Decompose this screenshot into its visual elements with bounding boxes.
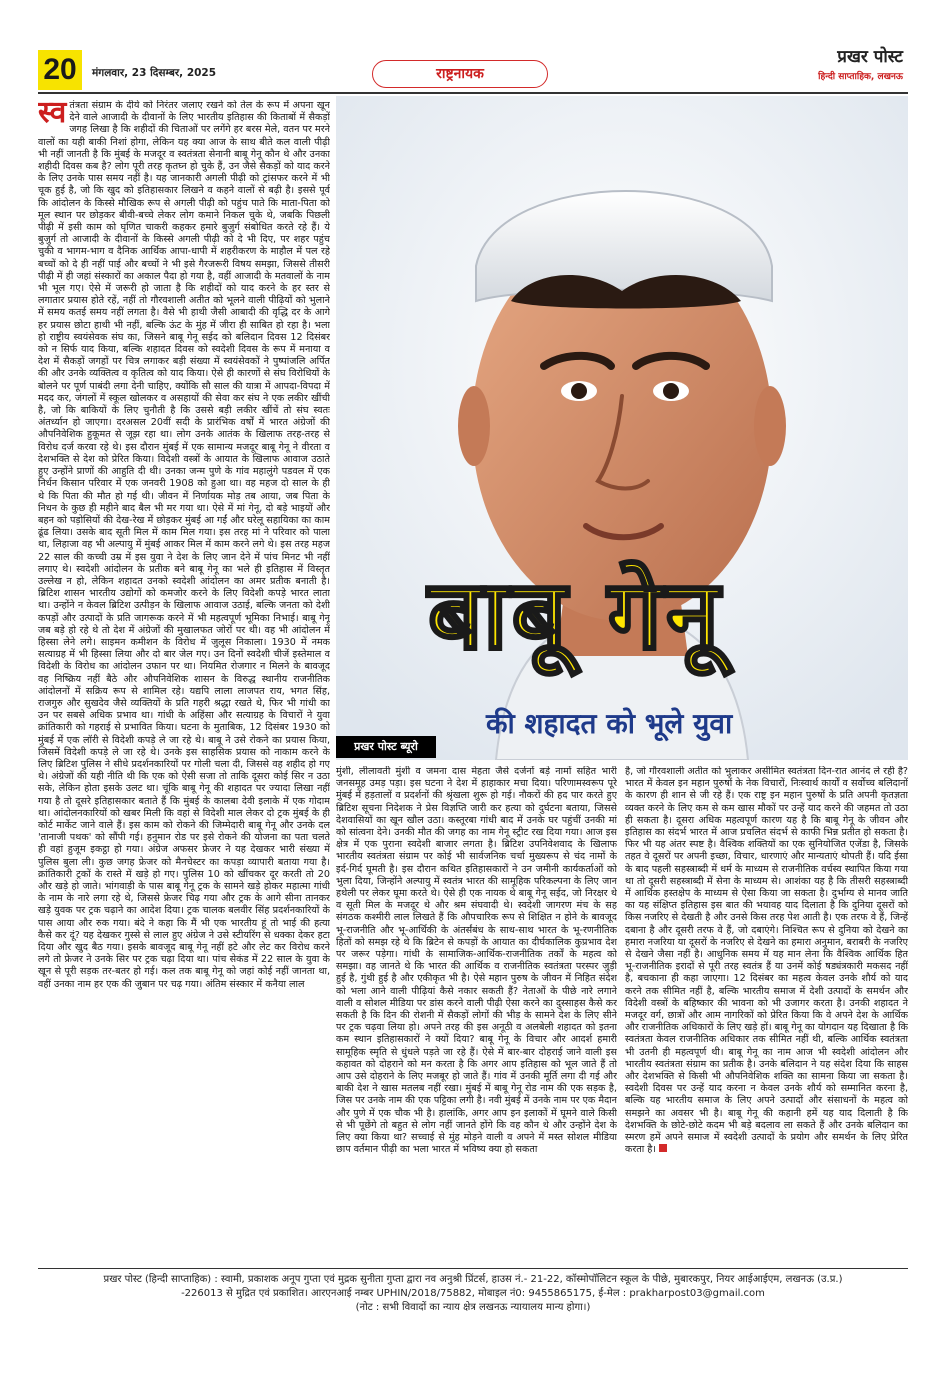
brand-name: प्रखर पोस्ट — [837, 47, 903, 67]
article-column-1 — [38, 100, 330, 1260]
masthead — [818, 44, 903, 82]
column-2-text: मुंशी, लीलावती मुंशी व जमना दास मेहता जैसे दर्जनों बड़े नामों सहित भारी जनसमूह उमड़ पड़ा। इस घटना ने देश में हाहाकार मचा दिया। परिणामस्वरूप पूरे मुंबई में हड़तालों व प्रदर्शनों की श्रृंखला शुरू हो गई। नौकरों की हद पार करते हुए ब्रिटिश सूचना निदेशक ने प्रेस विज्ञप्ति जारी कर हत्या को दुर्घटना बताया, जिससे देशवासियों का खून खौल उठा। कस्तूरबा गांधी बाद में उनके घर पहुंचीं उनकी मां को सांत्वना देने। उनकी मौत की जगह का नाम गेनू स्ट्रीट रख दिया गया। आज इस क्षेत्र में एक पुराना स्वदेशी बाजार लगता है। ब्रिटिश उपनिवेशवाद के खिलाफ भारतीय स्वतंत्रता संग्राम पर कोई भी सार्वजनिक चर्चा मुख्यरूप से चंद नामों के इर्द-गिर्द घूमती है। इस दौरान कथित इतिहासकारों ने उन जमीनी कार्यकर्ताओं को भुला दिया, जिन्होंने अल्पायु में स्वतंत्र भारत की सामूहिक परिकल्पना के लिए जान हथेली पर लेकर घूमा करते थे। ऐसे ही एक नायक थे बाबू गेनू सईद, जो निरक्षर थे व सूती मिल के मजदूर थे और श्रम संघवादी थे। स्वदेशी जागरण मंच के सह संगठक कश्मीरी लाल लिखते हैं कि औपचारिक रूप से शिक्षित न होने के बावजूद भू-राजनीति और भू-आर्थिकी के अंतर्संबंध के साथ-साथ भारत के भू-रणनीतिक हितों को समझ रहे थे कि ब्रिटेन से कपड़ों के आयात का दीर्घकालिक कुप्रभाव देश पर जरूर पड़ेगा। गांधी के सामाजिक-आर्थिक-राजनीतिक तर्कों के महत्व को समझा। वह जानते थे कि भारत की आर्थिक व राजनीतिक स्वतंत्रता परस्पर जुड़ी हुई है, गुंथी हुई है और एकीकृत भी है। ऐसे महान पुरुष के जीवन में निहित संदेश को भला आने वाली पीढ़ियां कैसे नकार सकती हैं? नेताओं के पीछे नारे लगाने वाली व सोशल मीडिया पर डांस करने वाली पीढ़ी ऐसा करने का दुस्साहस कैसे कर सकती है कि दिन की रोशनी में सैकड़ों लोगों की भीड़ के सामने देश के लिए सीने पर ट्रक चढ़वा लिया हो। अपने तरह की इस अनूठी व अलबेली शहादत को इतना कम स्थान इतिहासकारों ने क्यों दिया? बाबू गेनू के विचार और आदर्श हमारी सामूहिक स्मृति से धुंधले पड़ते जा रहे हैं। ऐसे में बार-बार दोहराई जाने वाली इस कहावत को दोहराने को मन करता है कि अगर आप इतिहास को भूल जाते हैं तो आप उसे दोहराने के लिए मजबूर हो जाते हैं। गांव में उनकी मूर्ति लगा दी गई और बाकी देश ने खास मतलब नहीं रखा। मुंबई में बाबू गेनू रोड नाम की एक सड़क है, जिस पर उनके नाम की एक पट्टिका लगी है। नवी मुंबई में उनके नाम पर एक मैदान और पुणे में एक चौक भी है। हालांकि, अगर आप इन इलाकों में घूमने वाले किसी से भी पूछेंगे तो बहुत से लोग नहीं जानते होंगे कि वह कौन थे और उन्होंने देश के लिए क्या किया था? सच्चाई से मुंह मोड़ने वाली व अपने में मस्त सोशल मीडिया छाप वर्तमान पीढ़ी का भला भारत में भविष्य क्या हो सकता — [336, 766, 617, 1156]
article-text-end — [625, 766, 908, 1157]
print-line — [38, 1268, 908, 1315]
header-divider — [38, 92, 908, 94]
column-1-text: तंत्रता संग्राम के दीये को निरंतर जलाए रखने को तेल के रूप में अपना खून देने वाले आजादी के दीवानों के लिए भारतीय इतिहास की किताबों में सैकड़ों जगह लिखा है कि शहीदों की चिताओं पर लगेंगे हर बरस मेले, वतन पर मरने वालों का यही बाकी निशां होगा, लेकिन यह क्या आज के साथ बीते कल वाली पीढ़ी भी नहीं जानती है कि मुंबई के मजदूर व स्वतंत्रता सेनानी बाबू गेनू कौन थे और उनका शहीदी दिवस कब है? लोग पूरी तरह कृतघ्न हो चुके हैं, उन जैसे सैकड़ों को याद करने के लिए उनके पास समय नहीं है। यह जानकारी अगली पीढ़ी को ट्रांसफर करने में भी चूक हुई है, जो कि खुद को इतिहासकार लिखने व कहने वालों से बढ़ी है। इससे पूर्व कि आंदोलन के किस्से मौखिक रूप से अगली पीढ़ी को पहुंच पाते कि माता-पिता को मूल स्थान पर छोड़कर बीवी-बच्चे लेकर लोग कमाने निकल चुके थे, जबकि पिछली पीढ़ी में इसी काम को घृणित चाकरी कहकर हमारे बुजुर्ग संबोधित करते रहे हैं। ये बुजुर्ग तो आजादी के दीवानों के किस्से अगली पीढ़ी को दे भी दिए, पर शहर पहुंच चुकी व भागम-भाग व दैनिक आर्थिक आपा-धापी में शहरीकरण के माहौल में पल रहे बच्चों को दे ही नहीं पाई और बच्चों ने भी इसे गैरजरूरी विषय समझा, जिससे तीसरी पीढ़ी में ही जहां संस्कारों का अकाल पैदा हो गया है, वहीं आजादी के मतवालों के नाम भी भूल गए। ऐसे में जरूरी हो जाता है कि शहीदों को याद करने के हर स्तर से लगातार प्रयास होते रहें, नहीं तो गौरवशाली अतीत को भूलने वाली पीढ़ियों को भुलाने में समय कतई समय नहीं लगता है। वैसे भी हाथी जैसी आबादी की वृद्धि दर के आगे हर प्रयास छोटा हाथी भी नहीं, बल्कि ऊंट के मुंह में जीरा ही साबित हो रहा है। भला हो राष्ट्रीय स्वयंसेवक संघ का, जिसने बाबू गेनू सईद को बलिदान दिवस 12 दिसंबर को न सिर्फ याद किया, बल्कि शहादत दिवस को स्वदेशी दिवस के रूप में मनाया व देश में सैकड़ों जगहों पर चित्र लगाकर बड़ी संख्या में स्वयंसेवकों ने पुष्पांजलि अर्पित की और उनके व्यक्तित्व व कृतित्व को याद किया। ऐसे ही कारणों से संघ विरोधियों के बोलने पर पूर्ण पाबंदी लगा देनी चाहिए, क्योंकि सौ साल की यात्रा में आपदा-विपदा में मदद कर, जंगलों में स्कूल खोलकर व असहायों की सेवा कर संघ ने एक लकीर खींची है, जो कि बाकियों के लिए चुनौती है कि उससे बड़ी लकीर खींचें तो संघ स्वतः अंतर्ध्यान हो जाएगा। दरअसल 20वीं सदी के प्रारंभिक वर्षों में भारत अंग्रेजों की औपनिवेशिक हुकूमत से जूझ रहा था। लोग उनके आतंक के खिलाफ तरह-तरह से विरोध दर्ज करवा रहे थे। इस दौरान मुंबई में एक सामान्य मजदूर बाबू गेनू ने वीरता व देशभक्ति से देश को प्रेरित किया। विदेशी वस्त्रों के आयात के खिलाफ आवाज उठाते हुए उन्होंने प्राणों की आहुति दी थी। उनका जन्म पुणे के गांव महालुंगे पडवल में एक निर्धन किसान परिवार में एक जनवरी 1908 को हुआ था। वह महज दो साल के ही थे कि पिता की मौत हो गई थी। जीवन में निर्णायक मोड़ तब आया, जब पिता के निधन के कुछ ही महीने बाद बैल भी मर गया था। ऐसे में मां गेनू, दो बड़े भाइयों और बहन को पड़ोसियों की देख-रेख में छोड़कर मुंबई आ गईं और घरेलू सहायिका का काम ढूंढ लिया। उसके बाद सूती मिल में काम मिल गया। इस तरह मां ने परिवार को पाला था, लिहाजा वह भी अल्पायु में मुंबई आकर मिल में काम करने लगे थे। इस तरह महज 22 साल की कच्ची उम्र में इस युवा ने देश के लिए जान देने में पांच मिनट भी नहीं लगाए थे। स्वदेशी आंदोलन के प्रतीक बने बाबू गेनू का भले ही इतिहास में विस्तृत उल्लेख न हो, लेकिन शहादत उनको स्वदेशी आंदोलन का अमर प्रतीक बनाती है। ब्रिटिश शासन भारतीय उद्योगों को कमजोर करने के लिए विदेशी कपड़े भारत लाता था। उन्होंने न केवल ब्रिटिश उत्पीड़न के खिलाफ आवाज उठाई, बल्कि जनता को देशी कपड़ों और उत्पादों के प्रति जागरूक करने में भी महत्वपूर्ण भूमिका निभाई। बाबू गेनू जब बड़े हो रहे थे तो देश में अंग्रेजों की मुखालफत जोरों पर थी। वह भी आंदोलन में हिस्सा लेने लगे। साइमन कमीशन के विरोध में जुलूस निकाला। 1930 में नमक सत्याग्रह में भी हिस्सा लिया और दो बार जेल गए। उन दिनों स्वदेशी चीजें इस्तेमाल व विदेशी के विरोध का आंदोलन उफान पर था। नियमित रोजगार न मिलने के बावजूद वह निष्क्रिय नहीं बैठे और औपनिवेशिक शासन के विरुद्ध स्थानीय राजनीतिक आंदोलनों में सक्रिय रूप से शामिल रहे। यद्यपि लाला लाजपत राय, भगत सिंह, राजगुरु और सुखदेव जैसे व्यक्तियों के प्रति गहरी श्रद्धा रखते थे, फिर भी गांधी का उन पर सबसे अधिक प्रभाव था। गांधी के अहिंसा और सत्याग्रह के विचारों ने युवा क्रांतिकारी को गहराई से प्रभावित किया। घटना के मुताबिक, 12 दिसंबर 1930 को मुंबई में एक लॉरी से विदेशी कपड़े ले जा रहे थे। बाबू ने उसे रोकने का प्रयास किया, जिसमें विदेशी कपड़े ले जा रहे थे। उनके इस साहसिक प्रयास को नाकाम करने के लिए ब्रिटिश पुलिस ने सीधे प्रदर्शनकारियों पर गोली चला दी, जिससे वह शहीद हो गए थे। अंग्रेजों की यही नीति थी कि एक को ऐसी सजा तो ताकि दूसरा कोई सिर न उठा सके, लेकिन होता इसके उलट था। चूंकि बाबू गेनू की शहादत पर ज्यादा लिखा नहीं गया है तो दूसरे इतिहासकार बताते हैं कि मुंबई के कालबा देवी इलाके में एक गोदाम था। आंदोलनकारियों को खबर मिली कि वहां से विदेशी माल लेकर दो ट्रक मुंबई के ही कोर्ट मार्केट जाने वाले हैं। इस काम को रोकने की जिम्मेदारी बाबू गेनू और उनके दल 'तानाजी पथक' को सौंपी गई। हनुमान रोड पर इसे रोकने की योजना का पता चलते ही वहां हुजूम इकट्ठा हो गया। अंग्रेज अफसर फ्रेजर ने यह देखकर भारी संख्या में पुलिस बुला ली। कुछ जगह फ्रेजर को मैनचेस्टर का कपड़ा व्यापारी बताया गया है। क्रांतिकारी ट्रकों के रास्ते में खड़े हो गए। पुलिस 10 को खींचकर दूर करती तो 20 और खड़े हो जाते। भांगवाड़ी के पास बाबू गेनू ट्रक के सामने खड़े होकर महात्मा गांधी के नाम के नारे लगा रहे थे, जिससे फ्रेजर चिढ़ गया और ट्रक के आगे सीना तानकर खड़े युवक पर ट्रक चढ़ाने का आदेश दिया। ट्रक चालक बलवीर सिंह प्रदर्शनकारियों के पास आया और रुक गया। बंदे ने कहा कि मैं भी एक भारतीय हूं तो भाई की हत्या कैसे कर दूं? यह देखकर गुस्से से लाल हुए अंग्रेज ने उसे स्टीयरिंग से धक्का देकर हटा दिया और खुद बैठ गया। इसके बावजूद बाबू गेनू नहीं हटे और लेट कर विरोध करने लगे तो फ्रेजर ने उनके सिर पर ट्रक चढ़ा दिया था। पांच सेकंड में 22 साल के युवा के खून से पूरी सड़क तर-बतर हो गई। कल तक बाबू गेनू को जहां कोई नहीं जानता था, वहीं उनका नाम हर एक की जुबान पर चढ़ गया। अंतिम संस्कार में कनैया लाल — [38, 100, 330, 990]
issue-date: मंगलवार, 23 दिसम्बर, 2025 — [92, 67, 217, 79]
end-mark-icon — [659, 1144, 667, 1152]
headline-title: बाबू गेनू — [428, 559, 724, 671]
column-3-text: है, जो गौरवशाली अतीत को भुलाकर असीमित स्वतंत्रता दिन-रात आनंद ले रही है? भारत में केवल इन महान पुरुषों के नेक विचारों, निःस्वार्थ कार्यों व सर्वोच्च बलिदानों के कारण ही शान से जी रहे हैं। एक राष्ट्र इन महान पुरुषों के प्रति अपनी कृतज्ञता व्यक्त करने के लिए कम से कम खास मौकों पर उन्हें याद करने की जहमत तो उठा ही सकता है। दूसरा अधिक महत्वपूर्ण कारण यह है कि बाबू गेनू के जीवन और इतिहास का संदर्भ भारत में आज प्रचलित संदर्भ से काफी भिन्न प्रतीत हो सकता है। फिर भी यह अंतर स्पष्ट है। वैश्विक शक्तियों का एक सुनियोजित एजेंडा है, जिसके तहत वे दूसरों पर अपनी इच्छा, विचार, धारणाएं और मान्यताएं थोपती हैं। यदि ईसा के बाद पहली सहस्त्राब्दी में धर्म के माध्यम से राजनीतिक वर्चस्व स्थापित किया गया था तो दूसरी सहस्त्राब्दी में सेना के माध्यम से। आशंका यह है कि तीसरी सहस्त्राब्दी में आर्थिक हस्तक्षेप के माध्यम से ऐसा किया जा सकता है। दुर्भाग्य से मानव जाति का यह संक्षिप्त इतिहास इस बात की भयावह याद दिलाता है कि दुनिया दूसरों को किस नजरिए से देखती है और उनसे किस तरह पेश आती है। एक तरफ वे हैं, जिन्हें दबाना है और दूसरी तरफ वे हैं, जो दबाएंगे। निश्चित रूप से दुनिया को देखने का हमारा नजरिया या दूसरों के नजरिए से देखने का हमारा अनुमान, बराबरी के नजरिए से देखने जैसा नहीं है। आधुनिक समय में यह मान लेना कि वैश्विक आर्थिक हित भू-राजनीतिक इरादों से पूरी तरह स्वतंत्र हैं या उनमें कोई षड्यंत्रकारी मकसद नहीं है, बचकाना ही कहा जाएगा। 12 दिसंबर का महत्व केवल उनके शौर्य को याद करने तक सीमित नहीं है, बल्कि भारतीय समाज में देशी उत्पादों के समर्थन और विदेशी वस्त्रों के बहिष्कार की भावना को भी उजागर करता है। उनकी शहादत ने मजदूर वर्ग, छात्रों और आम नागरिकों को प्रेरित किया कि वे अपने देश के आर्थिक और राजनीतिक अधिकारों के लिए खड़े हों। बाबू गेनू का योगदान यह दिखाता है कि स्वतंत्रता केवल राजनीतिक अधिकार तक सीमित नहीं थी, बल्कि आर्थिक स्वतंत्रता भी उतनी ही महत्वपूर्ण थी। बाबू गेनू का नाम आज भी स्वदेशी आंदोलन और भारतीय स्वतंत्रता संग्राम का प्रतीक है। उनके बलिदान ने यह संदेश दिया कि साहस और देशभक्ति से किसी भी औपनिवेशिक शक्ति का सामना किया जा सकता है। स्वदेशी दिवस पर उन्हें याद करना न केवल उनके शौर्य को सम्मानित करना है, बल्कि यह भारतीय समाज के लिए अपने उत्पादों और संसाधनों के महत्व को समझने का अवसर भी है। बाबू गेनू की कहानी हमें यह याद दिलाती है कि देशभक्ति के छोटे-छोटे कदम भी बड़े बदलाव ला सकते हैं और उनके बलिदान का स्मरण हमें अपने समाज में स्वदेशी उत्पादों के प्रयोग और समर्थन के लिए प्रेरित करता है। — [625, 766, 908, 1156]
imprint-note: (नोट : सभी विवादों का न्याय क्षेत्र लखनऊ न्यायालय मान्य होगा।) — [355, 1302, 591, 1313]
headline-subtitle: की शहादत को भूले युवा — [486, 707, 733, 740]
section-label: राष्ट्रनायक — [372, 60, 548, 88]
drop-cap: स्व — [38, 100, 67, 130]
headline-block — [336, 560, 908, 760]
article-column-3 — [625, 766, 908, 1260]
brand-tagline: हिन्दी साप्ताहिक, लखनऊ — [818, 72, 903, 82]
article-text — [38, 100, 330, 991]
page-number: 20 — [38, 50, 82, 90]
imprint-line-2: -226013 से मुद्रित एवं प्रकाशित। आरएनआई नम्बर UPHIN/2018/75882, मोबाइल नं0: 9455865175, ई-मेल : prakharpost03@gmail.com — [181, 1288, 765, 1299]
imprint-line-1: प्रखर पोस्ट (हिन्दी साप्ताहिक) : स्वामी, प्रकाशक अनूप गुप्ता एवं मुद्रक सुनीता गुप्ता द्वारा नव अनुश्री प्रिंटर्स, हाउस नं.- 21-22, कॉस्मोपॉलिटन स्कूल के पीछे, मुबारकपुर, नियर आईआईएम, लखनऊ (उ.प्र.) — [103, 1274, 843, 1285]
article-column-2 — [336, 766, 617, 1260]
byline-badge: प्रखर पोस्ट ब्यूरो — [336, 736, 436, 758]
